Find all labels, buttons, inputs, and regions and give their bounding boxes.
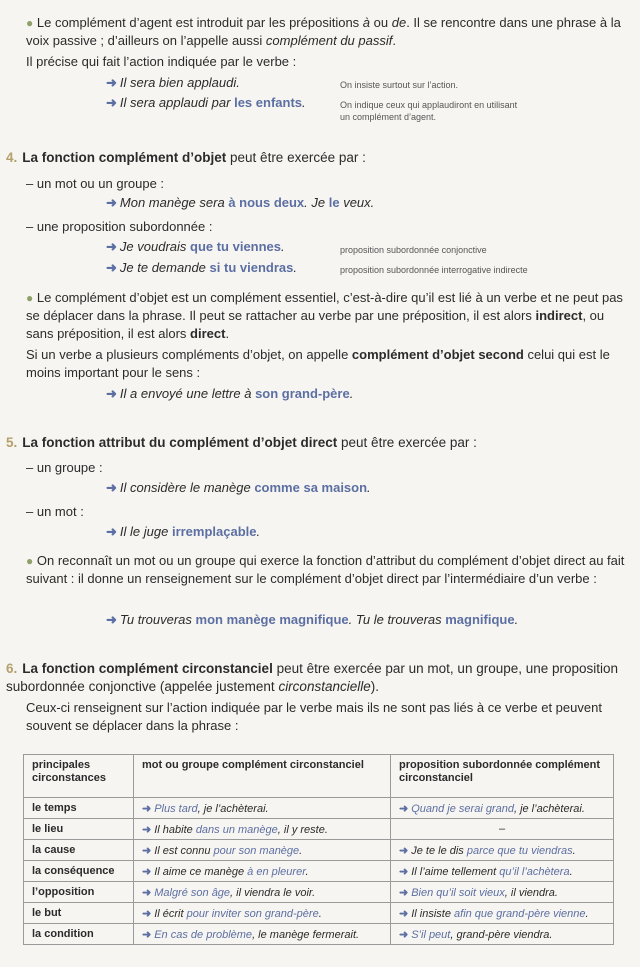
cell-text: Il aime ce manège	[154, 865, 248, 878]
cell-text: .	[299, 844, 303, 857]
subordinate-cell	[391, 924, 614, 945]
cell-text: .	[318, 907, 322, 920]
section-4-title: 4. La fonction complément d’objet peut être exercée par :	[6, 150, 366, 165]
arrow-icon: ➜	[399, 886, 409, 899]
attribute-paragraph: ● On reconnaît un mot ou un groupe qui exerce la fonction d’attribut du complément d’objet direct au fait suivant : il donne un renseignement sur le complément d’objet direct par l’intermédiaire d’un verbe :	[26, 553, 625, 586]
cell-highlight: Bien qu’il soit vieux	[411, 886, 505, 899]
circumstance-label: le temps	[24, 798, 134, 819]
cell-text: , il viendra le voir.	[230, 886, 316, 899]
cell-text: Il est connu	[154, 844, 214, 857]
cell-text: , il viendra.	[504, 886, 558, 899]
cell-text: , grand-père viendra.	[450, 928, 553, 941]
list-item: – un mot :	[26, 504, 84, 519]
example-line: ➜ Il considère le manège comme sa maison.	[106, 480, 371, 495]
cell-highlight: à en pleurer	[247, 865, 306, 878]
cell-text: Je te le dis	[411, 844, 467, 857]
subordinate-cell	[391, 819, 614, 840]
cell-text: –	[498, 823, 506, 835]
subordinate-cell	[391, 840, 614, 861]
circumstance-label: la conséquence	[24, 861, 134, 882]
cell-text: Il insiste	[411, 907, 455, 920]
cell-highlight: pour inviter son grand-père	[186, 907, 319, 920]
arrow-icon: ➜	[142, 907, 152, 920]
example-line: ➜ Mon manège sera à nous deux. Je le veux.	[106, 195, 375, 210]
subordinate-cell	[391, 903, 614, 924]
example-line: ➜ Il sera applaudi par les enfants.	[106, 95, 306, 110]
word-group-cell	[134, 840, 391, 861]
circumstantial-paragraph: Ceux-ci renseignent sur l’action indiquée par le verbe mais ils ne sont pas liés à ce verbe et peuvent souvent se déplacer dans la phrase :	[26, 700, 602, 733]
word-group-cell	[134, 882, 391, 903]
table-row	[24, 819, 614, 840]
arrow-icon: ➜	[399, 865, 409, 878]
arrow-icon: ➜	[142, 928, 152, 941]
table-row	[24, 882, 614, 903]
arrow-icon: ➜	[142, 886, 152, 899]
cell-highlight: parce que tu viendras	[466, 844, 573, 857]
cell-text: , il y reste.	[277, 823, 328, 836]
arrow-icon: ➜	[106, 75, 117, 90]
table-row	[24, 903, 614, 924]
table-header-cell: mot ou groupe complément circonstanciel	[134, 755, 391, 798]
table-row	[24, 840, 614, 861]
circumstance-label: le lieu	[24, 819, 134, 840]
example-note: On indique ceux qui applaudiront en utilisant un complément d’agent.	[340, 100, 518, 122]
object-second-paragraph: Si un verbe a plusieurs compléments d’objet, on appelle complément d’objet second celui qui est le moins important pour le sens :	[26, 347, 610, 380]
cell-text: , je l’achèterai.	[197, 802, 269, 815]
subordinate-cell	[391, 798, 614, 819]
cell-text: .	[585, 907, 589, 920]
table-header-row	[24, 755, 614, 798]
cell-text: Il habite	[154, 823, 196, 836]
subordinate-cell	[391, 861, 614, 882]
circumstance-label: le but	[24, 903, 134, 924]
example-line: ➜ Je te demande si tu viendras.	[106, 260, 297, 275]
section-6-title: 6. La fonction complément circonstanciel peut être exercée par un mot, un groupe, une proposition subordonnée conjonctive (appelée justement circonstancielle).	[6, 661, 619, 694]
circumstances-table	[23, 754, 614, 945]
bullet-icon: ●	[26, 291, 34, 305]
example-line: ➜ Il a envoyé une lettre à son grand-père.	[106, 386, 354, 401]
arrow-icon: ➜	[106, 239, 117, 254]
example-note: proposition subordonnée conjonctive	[340, 245, 487, 255]
cell-text: .	[305, 865, 309, 878]
bullet-icon: ●	[26, 554, 34, 568]
cell-highlight: Malgré son âge	[154, 886, 231, 899]
list-item: – un groupe :	[26, 460, 103, 475]
table-header-cell: proposition subordonnée complément circonstanciel	[391, 755, 614, 798]
arrow-icon: ➜	[106, 95, 117, 110]
circumstance-label: la cause	[24, 840, 134, 861]
arrow-icon: ➜	[142, 823, 152, 836]
word-group-cell	[134, 798, 391, 819]
arrow-icon: ➜	[106, 386, 117, 401]
cell-highlight: pour son manège	[213, 844, 300, 857]
word-group-cell	[134, 903, 391, 924]
cell-highlight: afin que grand-père vienne	[454, 907, 586, 920]
table-header-cell: principales circonstances	[24, 755, 134, 798]
example-line: ➜ Je voudrais que tu viennes.	[106, 239, 285, 254]
cell-highlight: En cas de problème	[154, 928, 253, 941]
arrow-icon: ➜	[106, 612, 117, 627]
arrow-icon: ➜	[399, 907, 409, 920]
cell-highlight: S’il peut	[411, 928, 451, 941]
circumstance-label: l’opposition	[24, 882, 134, 903]
table-row	[24, 798, 614, 819]
cell-highlight: dans un manège	[195, 823, 278, 836]
arrow-icon: ➜	[142, 865, 152, 878]
cell-text: Il l’aime tellement	[411, 865, 500, 878]
arrow-icon: ➜	[399, 928, 409, 941]
subordinate-cell	[391, 882, 614, 903]
section-5-title: 5. La fonction attribut du complément d’objet direct peut être exercée par :	[6, 435, 477, 450]
table-row	[24, 861, 614, 882]
example-line: ➜ Il sera bien applaudi.	[106, 75, 240, 90]
cell-text: .	[569, 865, 573, 878]
cell-text: , je l’achèterai.	[513, 802, 585, 815]
example-note: proposition subordonnée interrogative indirecte	[340, 265, 528, 275]
cell-highlight: Quand je serai grand	[411, 802, 514, 815]
arrow-icon: ➜	[106, 524, 117, 539]
cell-highlight: qu’il l’achètera	[499, 865, 570, 878]
cell-highlight: Plus tard	[154, 802, 198, 815]
list-item: – une proposition subordonnée :	[26, 219, 213, 234]
list-item: – un mot ou un groupe :	[26, 176, 165, 191]
example-line: ➜ Tu trouveras mon manège magnifique. Tu le trouveras magnifique.	[106, 612, 519, 627]
arrow-icon: ➜	[142, 802, 152, 815]
circumstance-label: la condition	[24, 924, 134, 945]
word-group-cell	[134, 861, 391, 882]
arrow-icon: ➜	[142, 844, 152, 857]
arrow-icon: ➜	[399, 844, 409, 857]
example-line: ➜ Il le juge irremplaçable.	[106, 524, 261, 539]
cell-text: .	[572, 844, 576, 857]
word-group-cell	[134, 924, 391, 945]
arrow-icon: ➜	[106, 260, 117, 275]
cell-text: , le manège fermerait.	[252, 928, 360, 941]
passive-paragraph: ● Le complément d’agent est introduit par les prépositions à ou de. Il se rencontre dans une phrase à la voix passive ; d’ailleurs on l’appelle aussi complément du passif.	[26, 15, 621, 48]
arrow-icon: ➜	[106, 195, 117, 210]
table-row	[24, 924, 614, 945]
arrow-icon: ➜	[399, 802, 409, 815]
bullet-icon: ●	[26, 16, 34, 30]
passive-intro: Il précise qui fait l’action indiquée par le verbe :	[26, 54, 297, 69]
example-note: On insiste surtout sur l’action.	[340, 80, 459, 90]
arrow-icon: ➜	[106, 480, 117, 495]
word-group-cell	[134, 819, 391, 840]
cell-text: Il écrit	[154, 907, 187, 920]
object-paragraph: ● Le complément d’objet est un complément essentiel, c’est-à-dire qu’il est lié à un verbe et ne peut pas se déplacer dans la phrase. Il peut se rattacher au verbe par une préposition, il est alors indirect, ou sans préposition, il est alors direct.	[26, 290, 623, 341]
